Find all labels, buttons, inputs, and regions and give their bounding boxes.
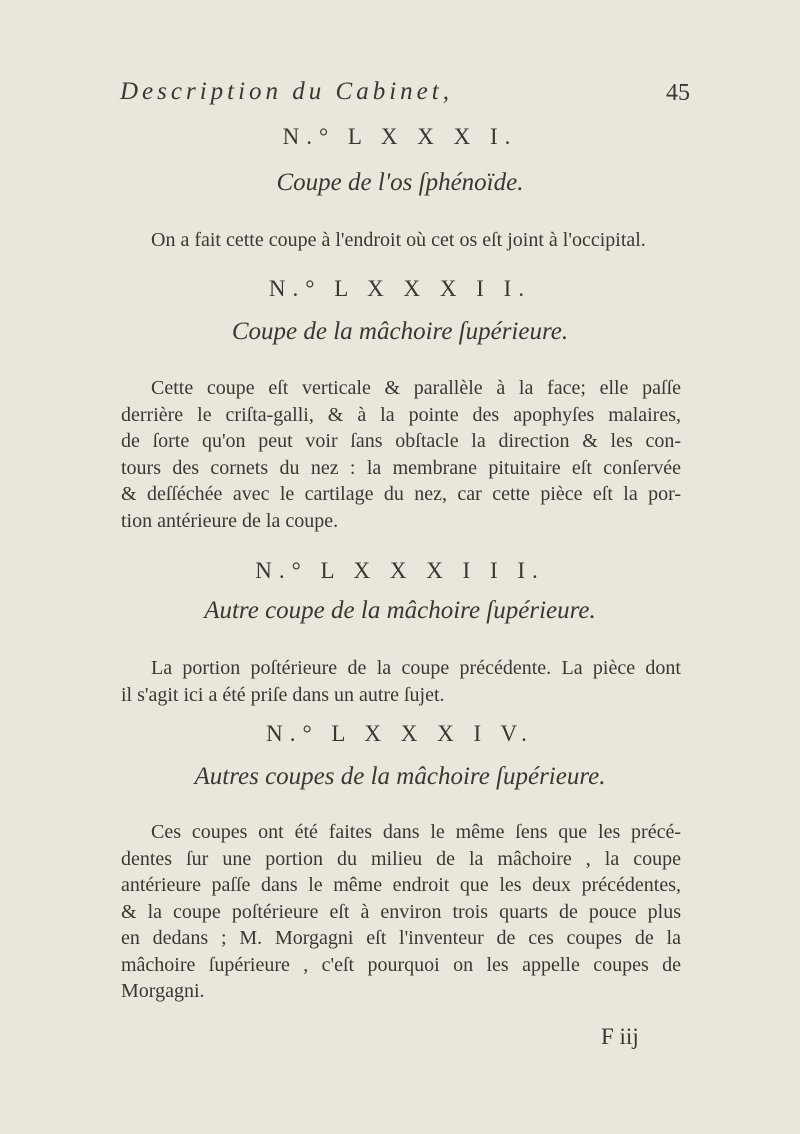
entry-paragraph bbox=[121, 375, 681, 534]
paragraph-line: dentes ſur une portion du milieu de la mâchoire , la coupe bbox=[121, 847, 681, 870]
entry-number: N.° L X X X I. bbox=[282, 124, 518, 149]
entry-paragraph bbox=[121, 227, 681, 254]
paragraph-line: tion antérieure de la coupe. bbox=[121, 509, 339, 532]
entry-paragraph bbox=[121, 819, 681, 1005]
entry-heading: Coupe de l'os ſphénoïde. bbox=[276, 169, 524, 196]
paragraph-line: antérieure paſſe dans le même endroit que les deux précédentes, bbox=[121, 874, 681, 896]
paragraph-line: Morgagni. bbox=[121, 980, 205, 1002]
paragraph-line: & deſſéchée avec le cartilage du nez, car cette pièce eſt la por- bbox=[121, 483, 681, 505]
entry-heading: Coupe de la mâchoire ſupérieure. bbox=[231, 318, 569, 345]
paragraph-line: Cette coupe eſt verticale & parallèle à la face; elle paſſe bbox=[151, 377, 681, 399]
page-number: 45 bbox=[666, 80, 690, 106]
paragraph-line: de ſorte qu'on peut voir ſans obſtacle la direction & les con- bbox=[121, 430, 681, 452]
running-title: Description du Cabinet, bbox=[120, 78, 453, 105]
entry-number: N.° L X X X I I I. bbox=[255, 558, 545, 583]
entry-heading: Autre coupe de la mâchoire ſupérieure. bbox=[204, 597, 596, 624]
paragraph-line: tours des cornets du nez : la membrane pituitaire eſt conſervée bbox=[121, 456, 681, 479]
entry-paragraph bbox=[121, 655, 681, 708]
paragraph-line: & la coupe poſtérieure eſt à environ trois quarts de pouce plus bbox=[121, 900, 681, 923]
running-head bbox=[120, 78, 690, 112]
paragraph-line: Ces coupes ont été faites dans le même ſens que les précé- bbox=[151, 821, 681, 843]
entry-number: N.° L X X X I V. bbox=[266, 721, 534, 746]
paragraph-line: il s'agit ici a été priſe dans un autre ſujet. bbox=[121, 683, 445, 706]
paragraph-line: On a fait cette coupe à l'endroit où cet os eſt joint à l'occipital. bbox=[151, 229, 646, 251]
paragraph-line: La portion poſtérieure de la coupe précédente. La pièce dont bbox=[151, 657, 681, 679]
entry-heading: Autres coupes de la mâchoire ſupérieure. bbox=[194, 763, 606, 790]
entry-number: N.° L X X X I I. bbox=[268, 276, 532, 301]
signature-mark: F iij bbox=[601, 1024, 639, 1049]
paragraph-line: mâchoire ſupérieure , c'eſt pourquoi on les appelle coupes de bbox=[121, 953, 681, 976]
paragraph-line: derrière le criſta-galli, & à la pointe des apophyſes malaires, bbox=[121, 403, 681, 426]
paragraph-line: en dedans ; M. Morgagni eſt l'inventeur de ces coupes de la bbox=[121, 927, 681, 949]
